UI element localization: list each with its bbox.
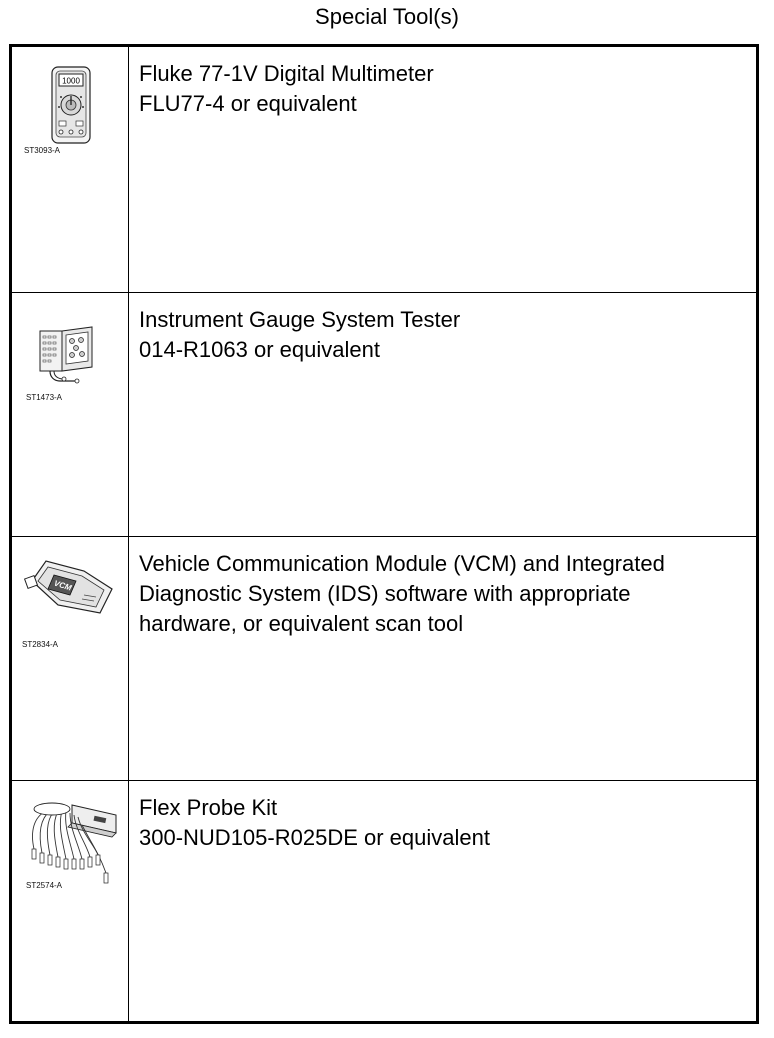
tool-row [12, 537, 756, 781]
tool-description [139, 305, 746, 365]
tool-description [139, 793, 746, 853]
tool-part-number: 014-R1063 or equivalent [139, 337, 380, 362]
tool-image-cell [12, 293, 129, 536]
special-tools-table [9, 44, 759, 1024]
tool-image-cell [12, 537, 129, 780]
tool-name: Vehicle Communication Module (VCM) and Integrated [139, 551, 665, 576]
tool-name: Instrument Gauge System Tester [139, 307, 461, 332]
multimeter-display-text: 1000 [62, 76, 80, 86]
tool-name: Flex Probe Kit [139, 795, 278, 820]
tool-part-number: 300-NUD105-R025DE or equivalent [139, 825, 490, 850]
tool-name: Fluke 77-1V Digital Multimeter [139, 61, 434, 86]
vcm-device-label: VCM [52, 578, 73, 593]
page-title: Special Tool(s) [315, 4, 459, 29]
vcm-module-icon [24, 555, 118, 619]
tool-row [12, 781, 756, 1021]
tool-image-cell [12, 781, 129, 1021]
tool-image-code: ST2574-A [26, 881, 63, 890]
tool-image-code: ST1473-A [26, 393, 63, 402]
gauge-tester-icon [36, 323, 98, 385]
tool-row [12, 293, 756, 537]
tool-image-cell [12, 47, 129, 292]
tool-row [12, 47, 756, 293]
tool-image-code: ST3093-A [24, 146, 61, 155]
tool-name-continued: Diagnostic System (IDS) software with appropriate [139, 581, 631, 606]
tool-description [139, 59, 746, 119]
flex-probe-kit-icon [24, 797, 122, 885]
tool-part-number: FLU77-4 or equivalent [139, 91, 357, 116]
multimeter-icon [50, 65, 92, 145]
tool-part-number: hardware, or equivalent scan tool [139, 611, 464, 636]
tool-description [139, 549, 746, 639]
tool-image-code: ST2834-A [22, 640, 59, 649]
